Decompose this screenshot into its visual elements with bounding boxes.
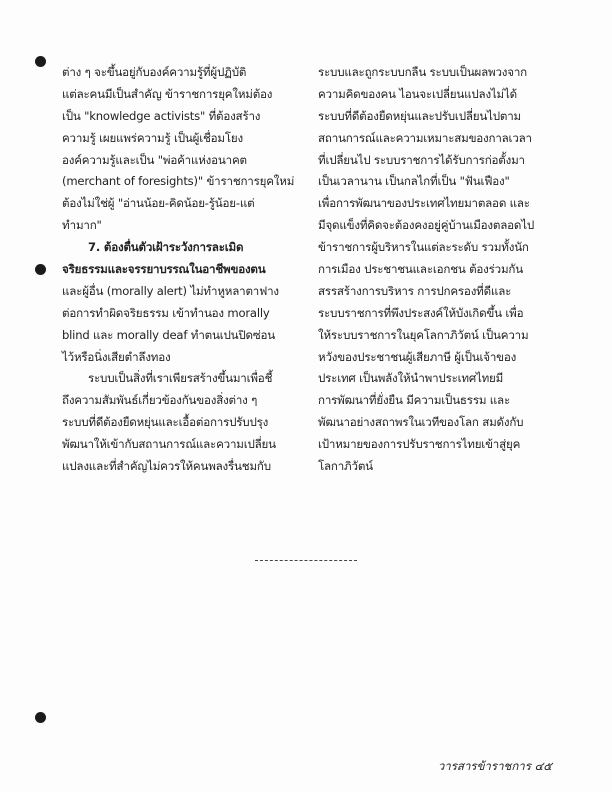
text-line: 7. ต้องตื่นตัวเฝ้าระวังการละเมิด xyxy=(88,240,244,255)
text-line: เป้าหมายของการปรับราชการไทยเข้าสู่ยุค xyxy=(318,437,521,452)
text-line: เพื่อการพัฒนาของประเทศไทยมาตลอด และ xyxy=(318,196,530,211)
text-line: พัฒนาให้เข้ากับสถานการณ์และความเปลี่ยน xyxy=(62,437,276,452)
left-text-column xyxy=(62,62,314,478)
text-line: ความรู้ เผยแพร่ความรู้ เป็นผู้เชื่อมโยง xyxy=(62,130,243,145)
text-line: โลกาภิวัตน์ xyxy=(318,459,373,474)
text-line: blind และ morally deaf ทำตนเปนปิดซ่อน xyxy=(62,327,275,342)
punch-hole-top xyxy=(35,56,46,67)
text-line: (merchant of foresights)" ข้าราชการยุคใหม่ xyxy=(62,174,295,189)
text-line: จริยธรรมและจรรยาบรรณในอาชีพของตน xyxy=(62,262,266,277)
punch-hole-middle xyxy=(35,264,46,275)
text-line: เป็น "knowledge activists" ที่ต้องสร้าง xyxy=(62,108,261,123)
text-line: ทำมาก" xyxy=(62,218,102,233)
text-line: ประเทศ เป็นพลังให้นำพาประเทศไทยมี xyxy=(318,371,504,386)
text-line: ต้องไม่ใช่ผู้ "อ่านน้อย-คิดน้อย-รู้น้อย-แต่ xyxy=(62,196,255,211)
punch-hole-bottom xyxy=(35,712,46,723)
text-line: ความคิดของคน ไอนจะเปลี่ยนแปลงไม่ได้ xyxy=(318,86,517,101)
section-separator xyxy=(255,560,357,561)
text-line: ข้าราชการผู้บริหารในแต่ละระดับ รวมทั้งนัก xyxy=(318,240,529,255)
text-line: การพัฒนาที่ยั่งยืน มีความเป็นธรรม และ xyxy=(318,393,510,408)
text-line: ต่าง ๆ จะขึ้นอยู่กับองค์ความรู้ที่ผู้ปฏิบัติ xyxy=(62,65,247,79)
text-line: การเมือง ประชาชนและเอกชน ต้องร่วมกัน xyxy=(318,262,523,277)
page-footer: วารสารข้าราชการ ๔๕ xyxy=(437,759,552,773)
text-line: ถึงความสัมพันธ์เกี่ยวข้องกันของสิ่งต่าง ๆ xyxy=(62,393,258,408)
text-line: ระบบเป็นสิ่งที่เราเพียรสร้างขึ้นมาเพื่อชี้ xyxy=(88,371,273,386)
text-line: ระบบที่ดีต้องยืดหยุ่นและปรับเปลี่ยนไปตาม xyxy=(318,108,521,123)
text-line: หวังของประชาชนผู้เสียภาษี ผู้เป็นเจ้าของ xyxy=(318,349,517,364)
text-line: เป็นเวลานาน เป็นกลไกที่เป็น "ฟันเฟือง" xyxy=(318,174,510,189)
text-line: สรรสร้างการบริหาร การปกครองที่ดีและ xyxy=(318,283,512,298)
text-line: และผู้อื่น (morally alert) ไม่ทำหูหลาตาฟาง xyxy=(62,283,279,298)
text-line: ต่อการทำผิดจริยธรรม เข้าทำนอง morally xyxy=(62,305,270,320)
text-line: มีจุดแข็งที่คิดจะต้องคงอยู่คู่บ้านเมืองตลอดไป xyxy=(318,218,534,233)
text-line: ระบบและถูกระบบกลืน ระบบเป็นผลพวงจาก xyxy=(318,65,527,79)
text-line: พัฒนาอย่างสถาพรในเวทีของโลก สมดังกับ xyxy=(318,415,524,430)
text-line: ที่เปลี่ยนไป ระบบราชการได้รับการก่อตั้งมา xyxy=(318,152,525,167)
text-line: ไว้หรือนิ่งเสียตำลึงทอง xyxy=(62,349,171,364)
text-line: แต่ละคนมีเป็นสำคัญ ข้าราชการยุคใหม่ต้อง xyxy=(62,86,273,101)
right-text-column xyxy=(318,62,570,478)
text-line: ระบบราชการที่พึงประสงค์ให้บังเกิดขึ้น เพื่อ xyxy=(318,305,524,320)
text-line: สถานการณ์และความเหมาะสมของกาลเวลา xyxy=(318,130,532,145)
text-line: ระบบที่ดีต้องยืดหยุ่นและเอื้อต่อการปรับปรุง xyxy=(62,415,269,430)
text-line: ให้ระบบราชการในยุคโลกาภิวัตน์ เป็นความ xyxy=(318,327,529,342)
text-line: องค์ความรู้และเป็น "พ่อค้าแห่งอนาคต xyxy=(62,152,247,167)
text-line: แปลงและที่สำคัญไม่ควรให้คนพลงรื่นชมกับ xyxy=(62,459,271,474)
